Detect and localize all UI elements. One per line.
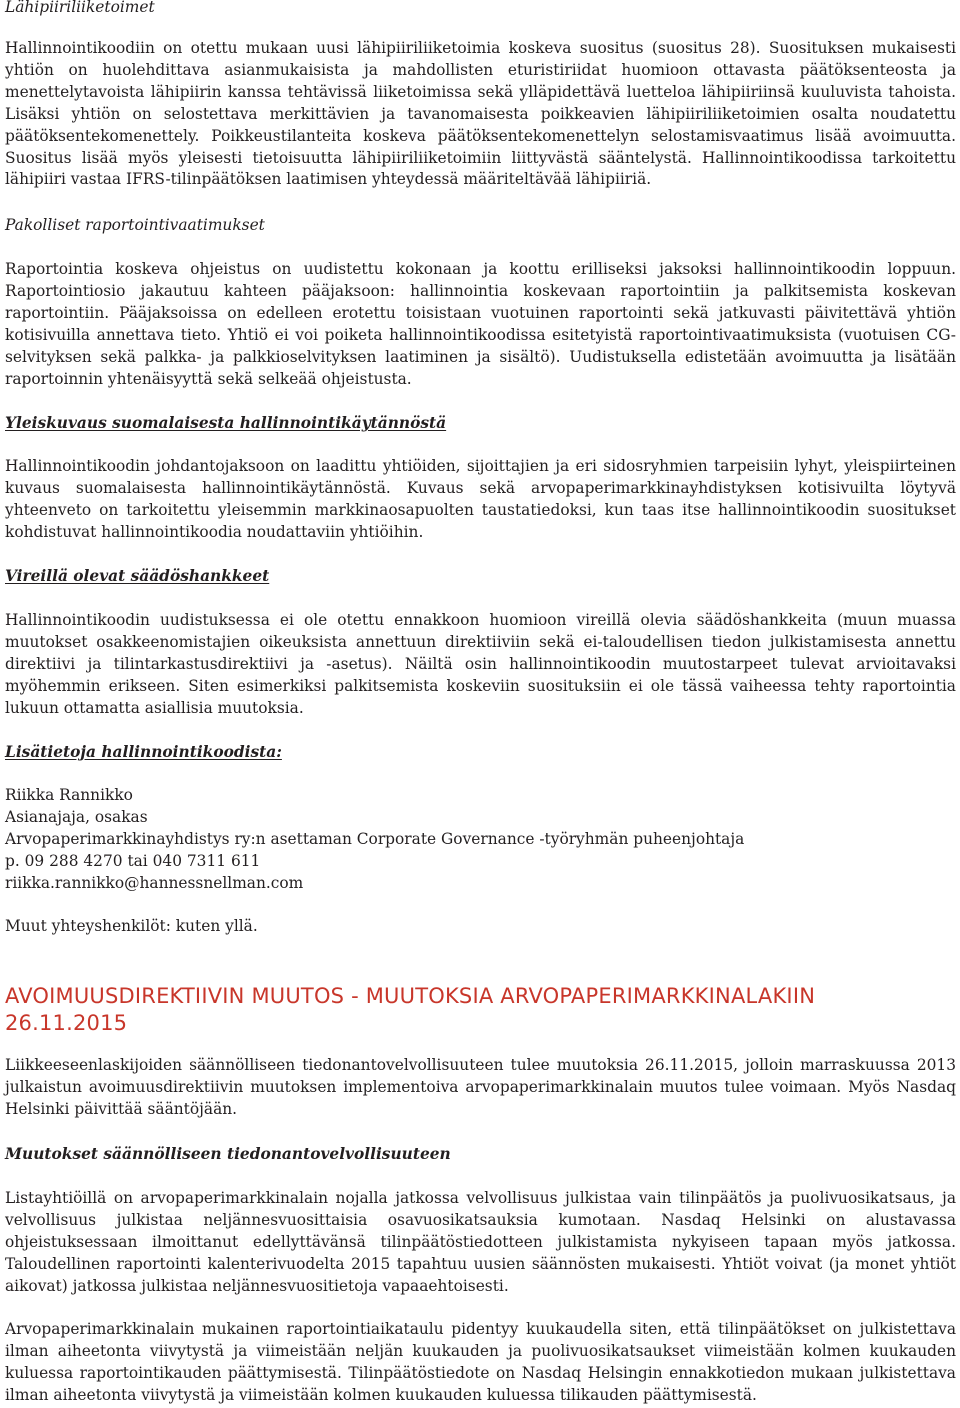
section-heading-related-party: Lähipiiriliiketoimet <box>5 0 155 16</box>
article-paragraph-2: Arvopaperimarkkinalain mukainen raportointiaikataulu pidentyy kuukaudella siten, että tilinpäätökset on julkistettava ilman aiheetonta viivytystä ja viimeistään neljän kuukauden ja puolivuosikatsaukset viimeistään kolmen kuukauden kuluessa raportointikauden päättymisestä. Tilinpäätöstiedote on Nasdaq Helsingin ennakkotiedon mukaan julkistettava ilman aiheetonta viivytystä ja viimeistään kolmen kuukauden kuluessa tilikauden päättymisestä. <box>5 1320 956 1404</box>
contact-block <box>5 785 956 895</box>
article-title <box>5 983 956 1037</box>
section-heading-governance-overview: Yleiskuvaus suomalaisesta hallinnointikäytännöstä <box>5 414 447 432</box>
section-heading-more-info: Lisätietoja hallinnointikoodista: <box>5 743 282 761</box>
contact-name: Riikka Rannikko <box>5 786 133 804</box>
article-title-line-2: 26.11.2015 <box>5 1011 128 1035</box>
article-intro-paragraph: Liikkeeseenlaskijoiden säännölliseen tiedonantovelvollisuuteen tulee muutoksia 26.11.2015, jolloin marraskuussa 2013 julkaistun avoimuusdirektiivin muutoksen implementoiva arvopaperimarkkinalain muutos tulee voimaan. Myös Nasdaq Helsinki päivittää sääntöjään. <box>5 1056 956 1118</box>
paragraph-pending-legislation: Hallinnointikoodin uudistuksessa ei ole otettu ennakkoon huomioon vireillä olevia säädöshankkeita (muun muassa muutokset osakkeenomistajien oikeuksista annettuun direktiiviin sekä ei-taloudellisen tiedon julkistamisesta annettu direktiivi ja tilintarkastusdirektiivi ja -asetus). Näiltä osin hallinnointikoodin muutostarpeet tulevat arvioitavaksi myöhemmin erikseen. Siten esimerkiksi palkitsemista koskeviin suosituksiin ei ole tässä vaiheessa tehty raportointia lukuun ottamatta asiallisia muutoksia. <box>5 611 956 717</box>
section-heading-reporting-requirements: Pakolliset raportointivaatimukset <box>5 216 265 234</box>
article-paragraph-1: Listayhtiöillä on arvopaperimarkkinalain nojalla jatkossa velvollisuus julkistaa vain tilinpäätös ja puolivuosikatsaus, ja velvollisuus julkistaa neljännesvuosittaisia osavuosikatsauksia kumotaan. Nasdaq Helsinki on alustavassa ohjeistuksessaan ilmoittanut edellyttävänsä tilinpäätöstiedotteen julkistamista nykyiseen tapaan myös jatkossa. Taloudellinen raportointi kalenterivuodelta 2015 tapahtuu uusien säännösten mukaisesti. Yhtiöt voivat (ja monet yhtiöt aikovat) jatkossa julkistaa neljännesvuositietoja vapaaehtoisesti. <box>5 1189 956 1295</box>
article-title-line-1: AVOIMUUSDIREKTIIVIN MUUTOS - MUUTOKSIA ARVOPAPERIMARKKINALAKIIN <box>5 984 816 1008</box>
contact-phone: p. 09 288 4270 tai 040 7311 611 <box>5 851 261 870</box>
contact-title: Asianajaja, osakas <box>5 807 148 826</box>
paragraph-reporting-requirements: Raportointia koskeva ohjeistus on uudistettu kokonaan ja koottu erilliseksi jaksoksi hallinnointikoodin loppuun. Raportointiosio jakautuu kahteen pääjaksoon: hallinnointia koskevaan raportointiin ja palkitsemista koskevan raportointiin. Pääjaksoissa on edelleen erotettu toisistaan vuotuinen raportointi sekä jatkuvasti päivitettävä yhtiön kotisivuilla annettava tieto. Yhtiö ei voi poiketa hallinnointikoodissa esitetyistä raportointivaatimuksista (vuotuisen CG-selvityksen sekä palkka- ja palkkioselvityksen laatiminen ja sisältö). Uudistuksella edistetään avoimuutta ja lisätään raportoinnin yhtenäisyyttä sekä selkeää ohjeistusta. <box>5 260 956 388</box>
paragraph-related-party: Hallinnointikoodiin on otettu mukaan uusi lähipiiriliiketoimia koskeva suositus (suositus 28). Suosituksen mukaisesti yhtiön on huolehdittava asianmukaisista ja mahdollisten eturistiriidat huomioon ottavasta päätöksenteosta ja menettelytavoista lähipiirin kanssa tehtävissä liiketoimissa sekä ylläpidettävä luetteloa lähipiiriinsä kuuluvista tahoista. Lisäksi yhtiön on selostettava merkittävien ja tavanomaisesta poikkeavien lähipiiriliiketoimien osalta noudatettu päätöksentekomenettely. Poikkeustilanteita koskeva päätöksentekomenettelyn selostamisvaatimus lisää avoimuutta. Suositus lisää myös yleisesti tietoisuutta lähipiiriliiketoimiin liittyvästä sääntelystä. Hallinnointikoodissa tarkoitettu lähipiiri vastaa IFRS-tilinpäätöksen laatimisen yhteydessä määriteltävää lähipiiriä. <box>5 39 956 189</box>
section-heading-pending-legislation: Vireillä olevat säädöshankkeet <box>5 567 270 585</box>
contact-role: Arvopaperimarkkinayhdistys ry:n asettaman Corporate Governance -työryhmän puheenjohtaja <box>5 829 745 848</box>
paragraph-governance-overview: Hallinnointikoodin johdantojaksoon on laadittu yhtiöiden, sijoittajien ja eri sidosryhmien tarpeisiin lyhyt, yleispiirteinen kuvaus suomalaisesta hallinnointikäytännöstä. Kuvaus sekä arvopaperimarkkinayhdistyksen kotisivuilta löytyvä yhteenveto on tarkoitettu yleisemmin markkinaosapuolten taustatiedoksi, kun taas itse hallinnointikoodin suositukset kohdistuvat hallinnointikoodia noudattaviin yhtiöihin. <box>5 457 956 541</box>
contact-email[interactable]: riikka.rannikko@hannessnellman.com <box>5 873 304 892</box>
article-subheading: Muutokset säännölliseen tiedonantovelvollisuuteen <box>5 1145 451 1163</box>
other-contacts-line: Muut yhteyshenkilöt: kuten yllä. <box>5 917 258 935</box>
